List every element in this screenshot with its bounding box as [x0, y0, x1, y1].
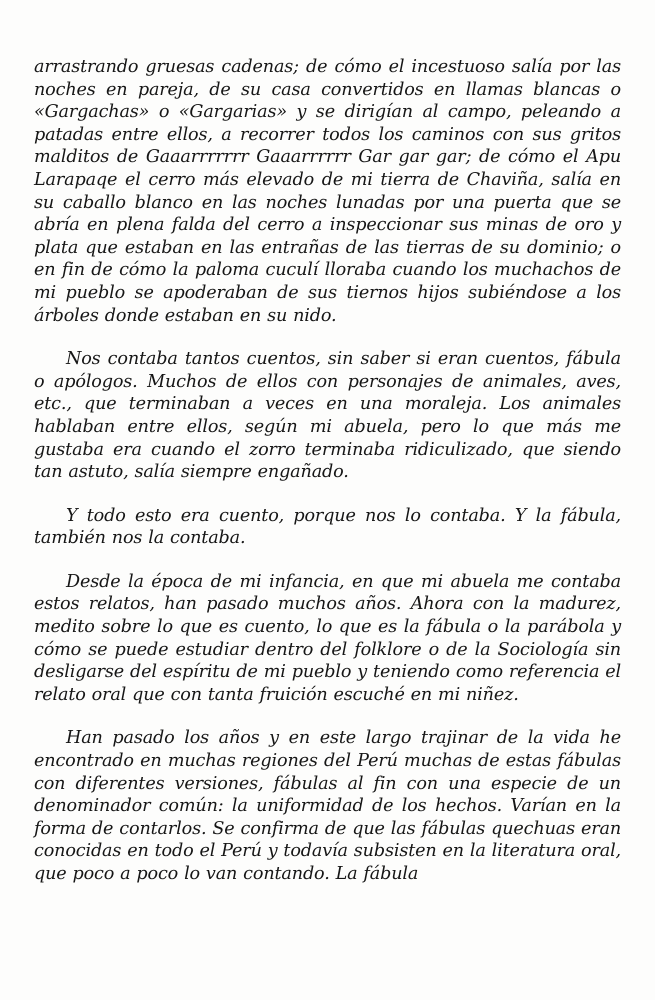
paragraph-3: Y todo esto era cuento, porque nos lo contaba. Y la fábula, también nos la contaba. — [34, 505, 621, 549]
paragraph-2: Nos contaba tantos cuentos, sin saber si eran cuentos, fábula o apólogos. Muchos de ellos con personajes de animales, aves, etc., que terminaban a veces en una moraleja. Los animales hablaban entre ellos, según mi abuela, pero lo que más me gustaba era cuando el zorro terminaba ridiculizado, que siendo tan astuto, salía siempre engañado. — [34, 349, 621, 483]
paragraph-4: Desde la época de mi infancia, en que mi abuela me contaba estos relatos, han pasado muchos años. Ahora con la madurez, medito sobre lo que es cuento, lo que es la fábula o la parábola y cómo se puede estudiar dentro del folklore o de la Sociología sin desligarse del espíritu de mi pueblo y teniendo como referencia el relato oral que con tanta fruición escuché en mi niñez. — [34, 571, 621, 705]
paragraph-5: Han pasado los años y en este largo trajinar de la vida he encontrado en muchas regiones del Perú muchas de estas fábulas con diferentes versiones, fábulas al fin con una especie de un denominador común: la uniformidad de los hechos. Varían en la forma de contarlos. Se confirma de que las fábulas quechuas eran conocidas en todo el Perú y todavía subsisten en la literatura oral, que poco a poco lo van contando. La fábula — [34, 728, 621, 884]
paragraph-1: arrastrando gruesas cadenas; de cómo el incestuoso salía por las noches en pareja, de su casa convertidos en llamas blancas o «Gargachas» o «Gargarias» y se dirigían al campo, peleando a patadas entre ellos, a recorrer todos los caminos con sus gritos malditos de Gaaarrrrrrr Gaaarrrrrr Gar gar gar; de cómo el Apu Larapaqe el cerro más elevado de mi tierra de Chaviña, salía en su caballo blanco en las noches lunadas por una puerta que se abría en plena falda del cerro a inspeccionar sus minas de oro y plata que estaban en las entrañas de las tierras de su dominio; o en fin de cómo la paloma cuculí lloraba cuando los muchachos de mi pueblo se apoderaban de sus tiernos hijos subiéndose a los árboles donde estaban en su nido. — [34, 57, 621, 326]
